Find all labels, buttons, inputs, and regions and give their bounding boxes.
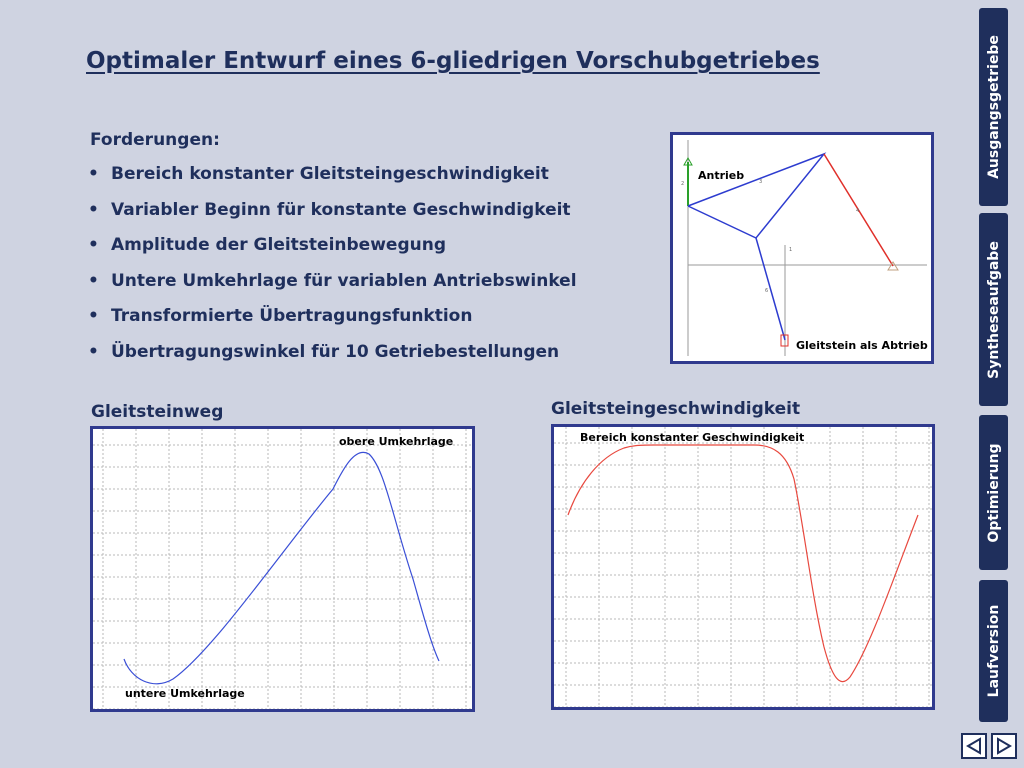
velocity-plot-area: [554, 427, 932, 707]
previous-slide-button[interactable]: [961, 733, 987, 759]
displacement-plot: [90, 426, 475, 712]
displacement-plot-area: [93, 429, 472, 709]
link-mark: 3: [759, 179, 763, 185]
requirement-item: [88, 164, 577, 200]
bullet: •: [88, 235, 99, 255]
mechanism-diagram: [670, 132, 934, 364]
next-slide-button[interactable]: [991, 733, 1017, 759]
grid: [554, 427, 932, 707]
tab-label: Syntheseaufgabe: [985, 240, 1002, 379]
requirement-item: [88, 200, 577, 236]
grid: [93, 429, 472, 709]
requirement-item: [88, 306, 577, 342]
requirement-text: Amplitude der Gleitsteinbewegung: [111, 235, 446, 255]
triangle-left-icon: [965, 737, 983, 755]
velocity-plot: [551, 424, 935, 710]
tab-syntheseaufgabe[interactable]: [979, 213, 1008, 406]
upper-reversal-label: obere Umkehrlage: [339, 435, 454, 448]
velocity-curve: [568, 445, 918, 682]
link-mark: 4: [856, 208, 860, 214]
bullet: •: [88, 199, 99, 220]
tab-laufversion[interactable]: [979, 580, 1008, 722]
slide-title: Optimaler Entwurf eines 6-gliedrigen Vorschubgetriebes: [86, 48, 820, 74]
bullet: •: [88, 270, 99, 291]
requirement-item: [88, 235, 577, 271]
displacement-plot-title: Gleitsteinweg: [91, 402, 224, 422]
tab-label: Optimierung: [985, 442, 1002, 543]
displacement-curve: [124, 452, 439, 683]
tab-ausgangsgetriebe[interactable]: [979, 8, 1008, 206]
tab-optimierung[interactable]: [979, 415, 1008, 570]
velocity-plot-title: Gleitsteingeschwindigkeit: [551, 399, 801, 419]
requirement-item: [88, 342, 577, 378]
coupler-triangle: [688, 154, 824, 238]
requirement-text: Übertragungswinkel für 10 Getriebestellungen: [111, 341, 560, 362]
requirement-item: [88, 271, 577, 307]
tab-label: Laufversion: [985, 604, 1002, 698]
bullet: •: [88, 341, 99, 362]
requirement-text: Bereich konstanter Gleitsteingeschwindigkeit: [111, 164, 549, 184]
slider-rod: [756, 238, 785, 340]
link-mark: 6: [765, 288, 769, 294]
link-mark: 1: [789, 247, 793, 253]
bullet: •: [88, 306, 99, 326]
drive-label: Antrieb: [698, 169, 745, 182]
requirement-text: Transformierte Übertragungsfunktion: [111, 306, 473, 326]
constant-velocity-label: Bereich konstanter Geschwindigkeit: [580, 431, 805, 444]
requirement-text: Untere Umkehrlage für variablen Antriebswinkel: [111, 270, 577, 291]
requirements-heading: Forderungen:: [90, 130, 220, 150]
lower-reversal-label: untere Umkehrlage: [125, 687, 245, 700]
link-mark: 2: [681, 181, 685, 187]
triangle-right-icon: [995, 737, 1013, 755]
requirement-text: Variabler Beginn für konstante Geschwindigkeit: [111, 199, 571, 220]
bullet: •: [88, 164, 99, 184]
slider-output-label: Gleitstein als Abtrieb: [796, 339, 928, 352]
requirements-list: [88, 164, 577, 377]
tab-label: Ausgangsgetriebe: [985, 35, 1002, 179]
